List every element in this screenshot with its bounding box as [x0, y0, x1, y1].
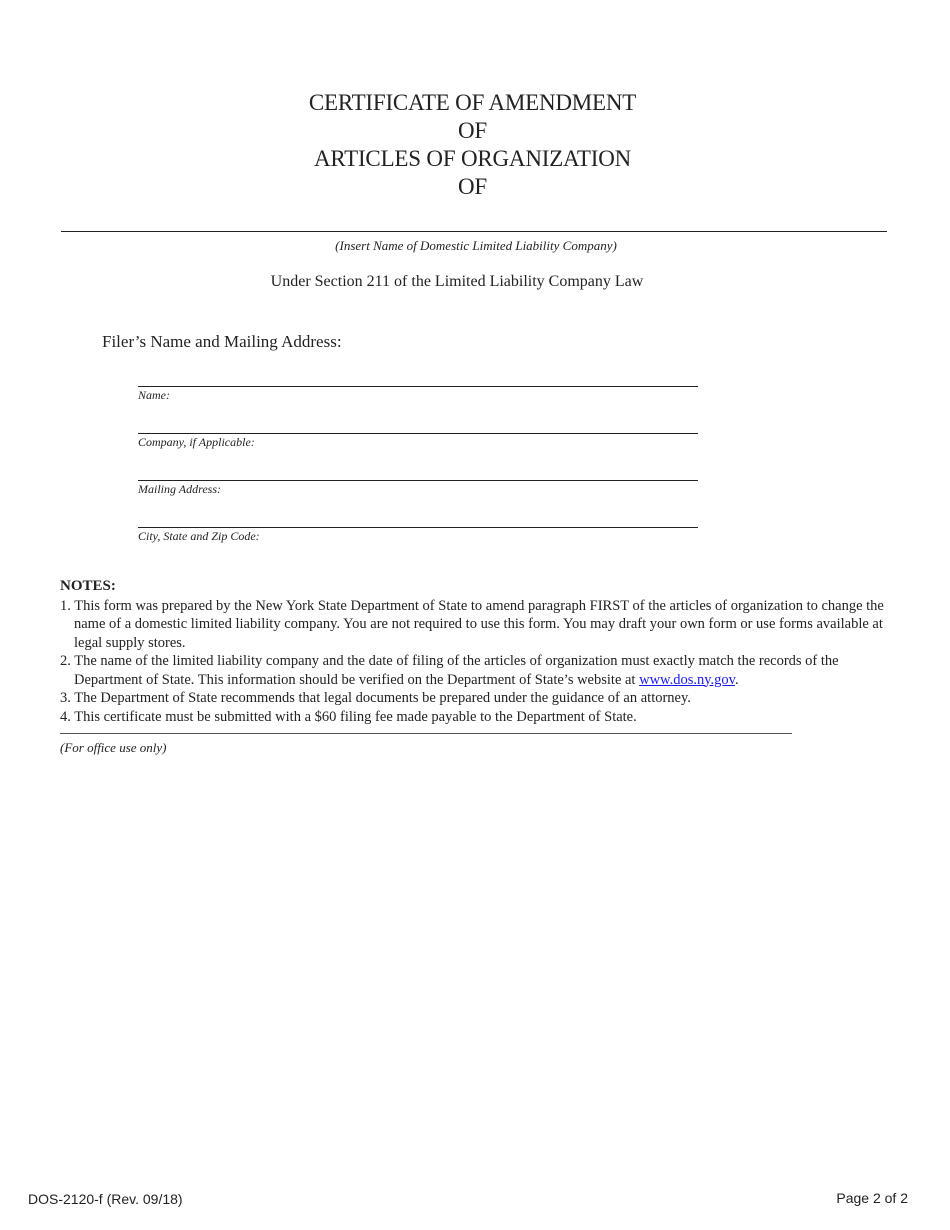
filer-name-field[interactable] [138, 386, 698, 403]
notes-section [60, 577, 890, 726]
note-item-2 [60, 652, 890, 689]
document-title [0, 89, 945, 201]
note-item-2-suffix: . [734, 671, 739, 688]
dos-website-link[interactable]: www.dos.ny.gov [639, 671, 735, 688]
filer-company-label: Company, if Applicable: [138, 435, 255, 449]
filer-city-label: City, State and Zip Code: [138, 529, 260, 543]
note-item-4: 4. This certificate must be submitted with a $60 filing fee made payable to the Department of State. [60, 708, 637, 725]
filer-city-field[interactable] [138, 527, 698, 544]
company-name-line[interactable] [61, 231, 887, 232]
note-item-1: 1. This form was prepared by the New York State Department of State to amend paragraph FIRST of the articles of organization to change the name of a domestic limited liability company. You are not required to use this form. You may draft your own form or use forms available at legal supply stores. [60, 597, 884, 651]
note-item-3: 3. The Department of State recommends that legal documents be prepared under the guidance of an attorney. [60, 690, 691, 706]
title-line-1: CERTIFICATE OF AMENDMENT [308, 90, 637, 115]
notes-heading: NOTES: [60, 578, 116, 594]
filer-address-line[interactable] [138, 480, 698, 481]
office-use-caption: (For office use only) [60, 740, 167, 755]
page-number: Page 2 of 2 [836, 1190, 908, 1206]
note-item-2-text: 2. The name of the limited liability company and the date of filing of the articles of organization must exactly match the records of the Department of State. This information should be verified on the Department of State’s website at [60, 653, 839, 688]
title-line-3: ARTICLES OF ORGANIZATION [313, 146, 632, 171]
filer-name-line[interactable] [138, 386, 698, 387]
filer-address-field[interactable] [138, 480, 698, 497]
filer-city-line[interactable] [138, 527, 698, 528]
filer-name-label: Name: [138, 388, 170, 402]
title-line-2: OF [457, 118, 487, 143]
filer-company-line[interactable] [138, 433, 698, 434]
company-name-caption: (Insert Name of Domestic Limited Liability Company) [335, 238, 617, 253]
office-use-divider [60, 733, 792, 734]
form-id: DOS-2120-f (Rev. 09/18) [28, 1191, 183, 1207]
section-statement: Under Section 211 of the Limited Liability Company Law [270, 273, 644, 290]
filer-address-label: Mailing Address: [138, 482, 221, 496]
filer-heading: Filer’s Name and Mailing Address: [102, 332, 342, 351]
title-line-4: OF [457, 174, 487, 199]
filer-company-field[interactable] [138, 433, 698, 450]
